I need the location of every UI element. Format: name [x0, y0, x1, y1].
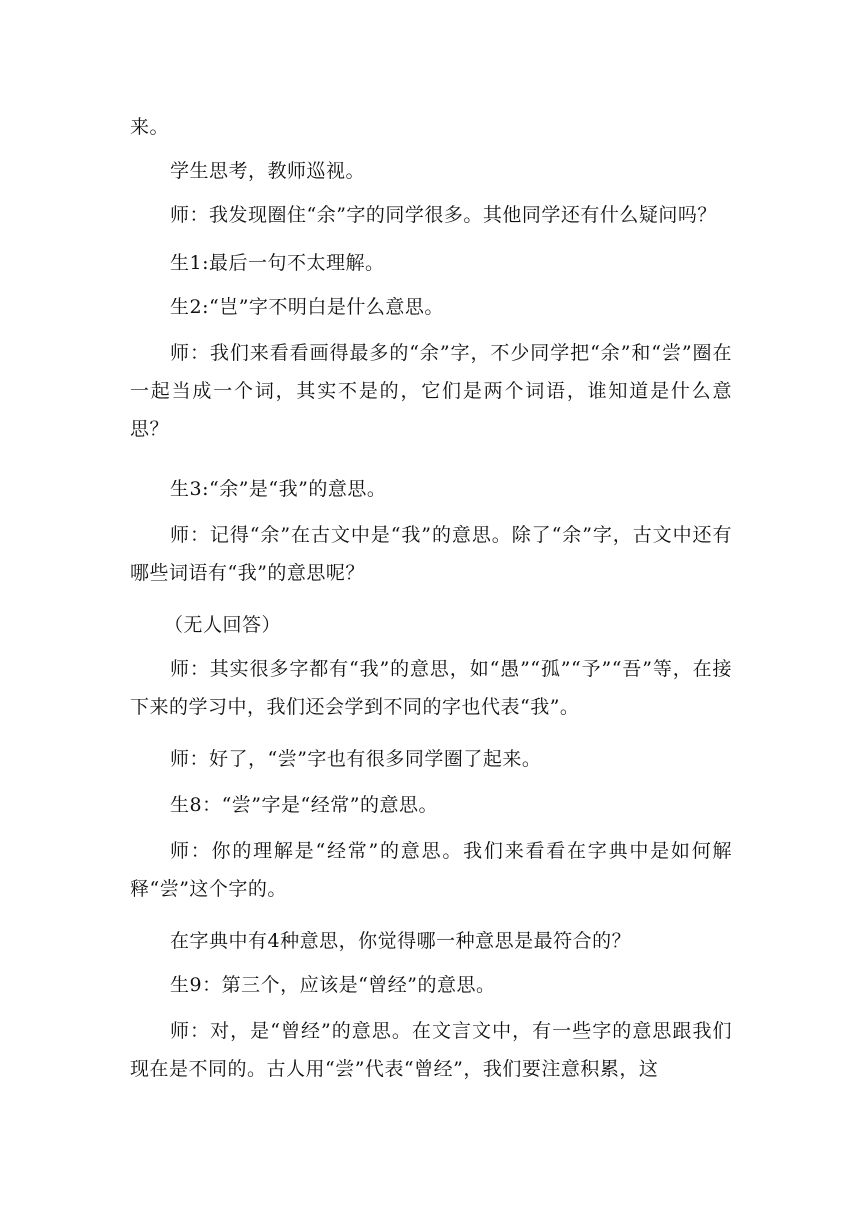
paragraph-teacher-chang: 师：好了，“尝”字也有很多同学圈了起来。: [170, 748, 542, 770]
paragraph-continuation: 来。: [130, 116, 170, 138]
paragraph-student-9: 生9：第三个，应该是“曾经”的意思。: [170, 974, 496, 996]
paragraph-no-answer: （无人回答）: [164, 614, 282, 636]
paragraph-teacher-explanation: 师：我们来看看画得最多的“余”字，不少同学把“余”和“尝”圈在一起当成一个词，其实不是的，它们是两个词语，谁知道是什么意思？: [130, 342, 732, 440]
paragraph-teacher-words-for-me: 师：其实很多字都有“我”的意思，如“愚”“孤”“予”“吾”等，在接下来的学习中，我们还会学到不同的字也代表“我”。: [130, 658, 732, 718]
paragraph-student-1: 生1:最后一句不太理解。: [170, 252, 385, 274]
paragraph-student-2: 生2:“岂”字不明白是什么意思。: [170, 296, 444, 318]
paragraph-teacher-dictionary: 师：你的理解是“经常”的意思。我们来看看在字典中是如何解释“尝”这个字的。: [130, 840, 732, 900]
paragraph-class-activity: 学生思考，教师巡视。: [170, 160, 366, 182]
paragraph-student-3: 生3:“余”是“我”的意思。: [170, 478, 387, 500]
paragraph-four-meanings: 在字典中有4种意思，你觉得哪一种意思是最符合的？: [170, 930, 632, 952]
paragraph-teacher-summary: 师：对，是“曾经”的意思。在文言文中，有一些字的意思跟我们现在是不同的。古人用“尝”代表“曾经”，我们要注意积累，这: [130, 1020, 732, 1080]
paragraph-teacher-question: 师：我发现圈住“余”字的同学很多。其他同学还有什么疑问吗？: [170, 204, 717, 226]
paragraph-student-8: 生8：“尝”字是“经常”的意思。: [170, 794, 438, 816]
paragraph-teacher-ancient-text: 师：记得“余”在古文中是“我”的意思。除了“余”字，古文中还有哪些词语有“我”的意思呢？: [130, 524, 732, 584]
